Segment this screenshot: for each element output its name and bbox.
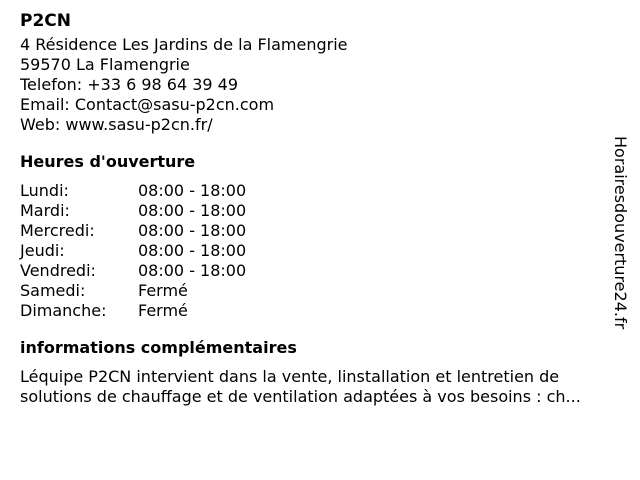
day-hours: Fermé xyxy=(138,281,188,300)
additional-info-text: Léquipe P2CN intervient dans la vente, linstallation et lentretien de solutions de chauffage et de ventilation adaptées à vos besoins : ch... xyxy=(20,367,581,406)
address-line-2: 59570 La Flamengrie xyxy=(20,55,190,74)
opening-hours-heading: Heures d'ouverture xyxy=(20,152,196,171)
phone-line: Telefon: +33 6 98 64 39 49 xyxy=(20,75,239,94)
day-label: Samedi: xyxy=(20,281,86,300)
day-hours: 08:00 - 18:00 xyxy=(138,201,247,220)
day-hours: Fermé xyxy=(138,301,188,320)
hours-row-saturday xyxy=(20,281,620,301)
hours-row-thursday xyxy=(20,241,620,261)
business-card xyxy=(20,8,620,407)
day-label: Dimanche: xyxy=(20,301,107,320)
site-watermark: Horairesdouverture24.fr xyxy=(611,136,630,330)
day-hours: 08:00 - 18:00 xyxy=(138,261,247,280)
day-hours: 08:00 - 18:00 xyxy=(138,241,247,260)
hours-row-tuesday xyxy=(20,201,620,221)
email-line: Email: Contact@sasu-p2cn.com xyxy=(20,95,275,114)
hours-row-wednesday xyxy=(20,221,620,241)
additional-info-heading: informations complémentaires xyxy=(20,338,297,357)
hours-row-monday xyxy=(20,181,620,201)
address-line-1: 4 Résidence Les Jardins de la Flamengrie xyxy=(20,35,348,54)
website-line: Web: www.sasu-p2cn.fr/ xyxy=(20,115,213,134)
day-label: Mercredi: xyxy=(20,221,95,240)
opening-hours-list xyxy=(20,181,620,321)
day-label: Lundi: xyxy=(20,181,69,200)
day-hours: 08:00 - 18:00 xyxy=(138,181,247,200)
hours-row-friday xyxy=(20,261,620,281)
day-label: Vendredi: xyxy=(20,261,96,280)
hours-row-sunday xyxy=(20,301,620,321)
day-hours: 08:00 - 18:00 xyxy=(138,221,247,240)
business-name: P2CN xyxy=(20,11,71,31)
day-label: Jeudi: xyxy=(20,241,65,260)
day-label: Mardi: xyxy=(20,201,70,220)
